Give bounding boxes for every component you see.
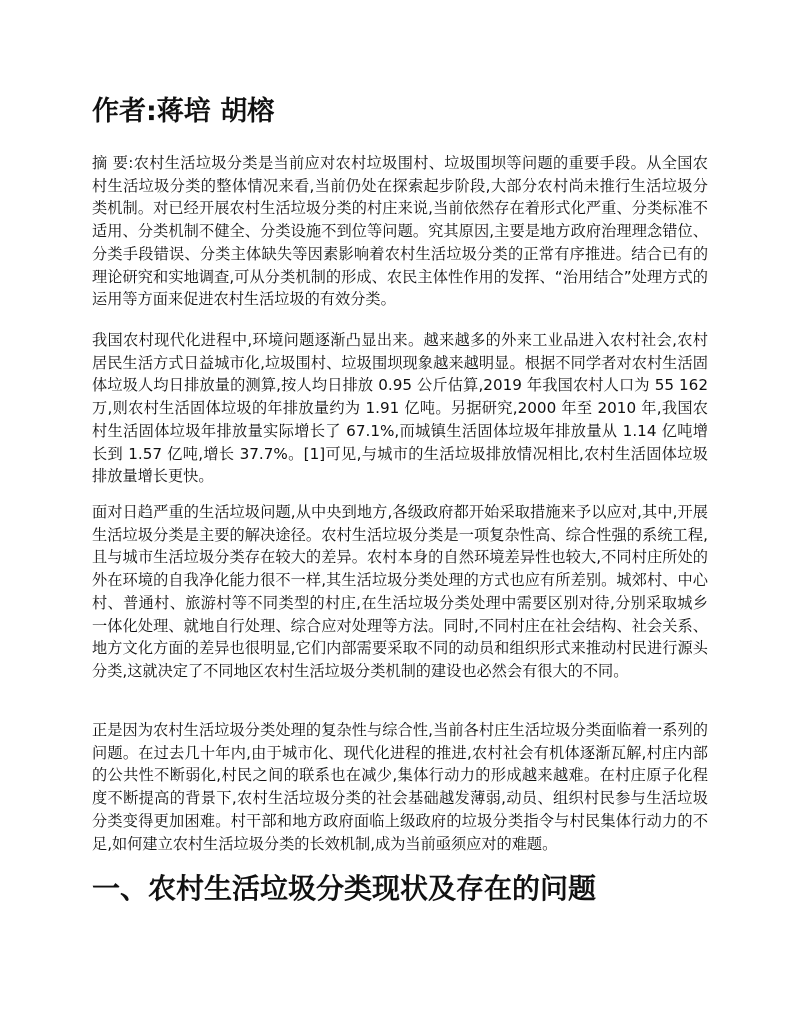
- body-paragraph-2: 我国农村现代化进程中,环境问题逐渐凸显出来。越来越多的外来工业品进入农村社会,农村居民生活方式日益城市化,垃圾围村、垃圾围坝现象越来越明显。根据不同学者对农村生活固体垃圾人均日排放量的测算,按人均日排放 0.95 公斤估算,2019 年我国农村人口为 55 162 万,则农村生活固体垃圾的年排放量约为 1.91 亿吨。另据研究,2000 年至 2010 年,我国农村生活固体垃圾年排放量实际增长了 67.1%,而城镇生活固体垃圾年排放量从 1.14 亿吨增长到 1.57 亿吨,增长 37.7%。[1]可见,与城市的生活垃圾排放情况相比,农村生活固体垃圾排放量增长更快。: [92, 331, 708, 486]
- abstract-paragraph: 摘 要:农村生活垃圾分类是当前应对农村垃圾围村、垃圾围坝等问题的重要手段。从全国农村生活垃圾分类的整体情况来看,当前仍处在探索起步阶段,大部分农村尚未推行生活垃圾分类机制。对已经开展农村生活垃圾分类的村庄来说,当前依然存在着形式化严重、分类标准不适用、分类机制不健全、分类设施不到位等问题。究其原因,主要是地方政府治理理念错位、分类手段错误、分类主体缺失等因素影响着农村生活垃圾分类的正常有序推进。结合已有的理论研究和实地调查,可从分类机制的形成、农民主体性作用的发挥、“治用结合”处理方式的运用等方面来促进农村生活垃圾的有效分类。: [92, 154, 708, 309]
- author-line: 作者:蒋培 胡榕: [92, 96, 275, 127]
- body-paragraph-4: 正是因为农村生活垃圾分类处理的复杂性与综合性,当前各村庄生活垃圾分类面临着一系列的问题。在过去几十年内,由于城市化、现代化进程的推进,农村社会有机体逐渐瓦解,村庄内部的公共性不断弱化,村民之间的联系也在减少,集体行动力的形成越来越难。在村庄原子化程度不断提高的背景下,农村生活垃圾分类的社会基础越发薄弱,动员、组织村民参与生活垃圾分类变得更加困难。村干部和地方政府面临上级政府的垃圾分类指令与村民集体行动力的不足,如何建立农村生活垃圾分类的长效机制,成为当前亟须应对的难题。: [92, 721, 708, 853]
- body-paragraph-3: 面对日趋严重的生活垃圾问题,从中央到地方,各级政府都开始采取措施来予以应对,其中,开展生活垃圾分类是主要的解决途径。农村生活垃圾分类是一项复杂性高、综合性强的系统工程,且与城市生活垃圾分类存在较大的差异。农村本身的自然环境差异性也较大,不同村庄所处的外在环境的自我净化能力很不一样,其生活垃圾分类处理的方式也应有所差别。城郊村、中心村、普通村、旅游村等不同类型的村庄,在生活垃圾分类处理中需要区别对待,分别采取城乡一体化处理、就地自行处理、综合应对处理等方法。同时,不同村庄在社会结构、社会关系、地方文化方面的差异也很明显,它们内部需要采取不同的动员和组织形式来推动村民进行源头分类,这就决定了不同地区农村生活垃圾分类机制的建设也必然会有很大的不同。: [92, 503, 708, 680]
- section-heading: 一、农村生活垃圾分类现状及存在的问题: [92, 872, 597, 905]
